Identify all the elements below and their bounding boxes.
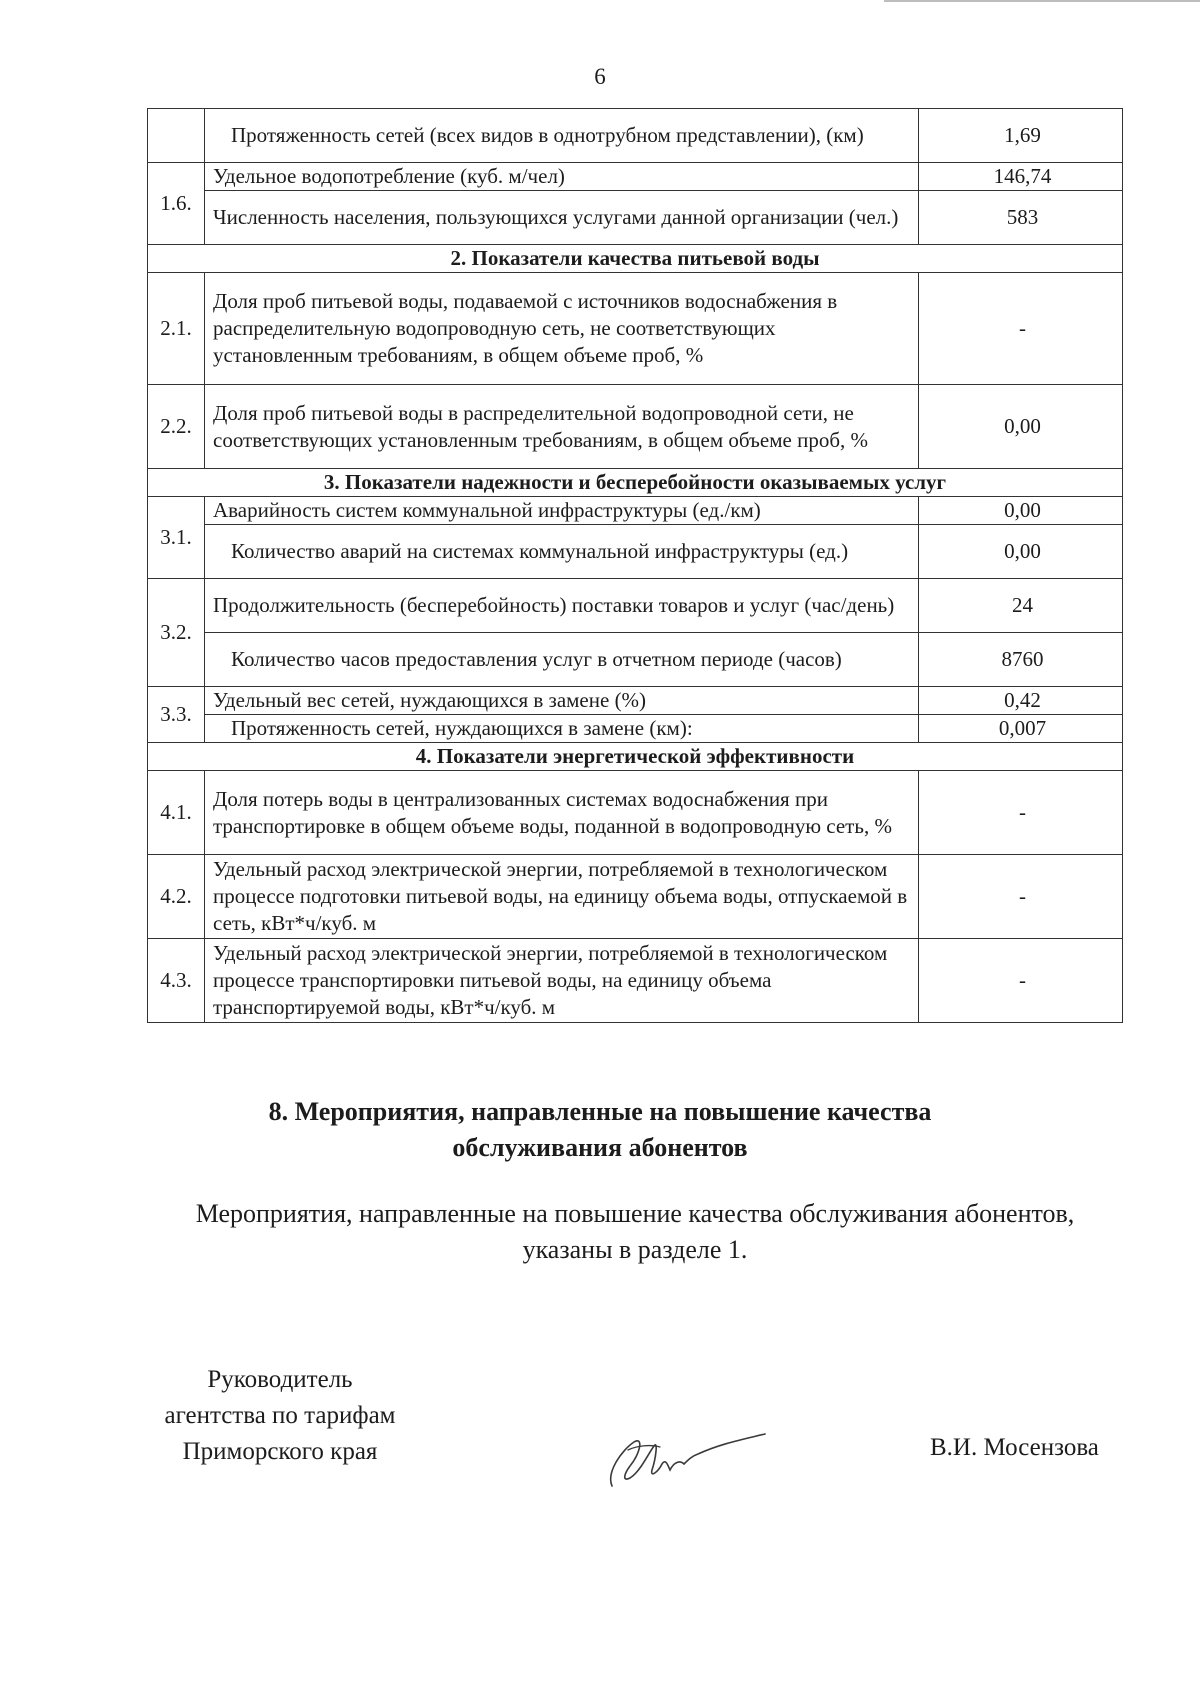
title-line: Руководитель (207, 1366, 353, 1393)
table-row (148, 687, 1123, 715)
indicators-table (147, 108, 1123, 1023)
section-8-heading (0, 1094, 1200, 1166)
row-value: 8760 (919, 633, 1123, 687)
section-header-row (148, 743, 1123, 771)
row-number: 3.2. (148, 579, 205, 687)
row-label: Доля проб питьевой воды, подаваемой с источников водоснабжения в распределительную водопроводную сеть, не соответствующих установленным требованиям, в общем объеме проб, % (205, 273, 919, 385)
row-label: Количество часов предоставления услуг в отчетном периоде (часов) (205, 633, 919, 687)
row-number: 2.2. (148, 385, 205, 469)
row-label: Продолжительность (бесперебойность) поставки товаров и услуг (час/день) (205, 579, 919, 633)
title-line: агентства по тарифам (164, 1402, 396, 1429)
heading-line: 8. Мероприятия, направленные на повышение качества (268, 1097, 932, 1126)
row-number (148, 109, 205, 163)
section-2-title: 2. Показатели качества питьевой воды (148, 245, 1123, 273)
table-row (148, 715, 1123, 743)
row-value: 24 (919, 579, 1123, 633)
row-label: Количество аварий на системах коммунальной инфраструктуры (ед.) (205, 525, 919, 579)
row-value: 583 (919, 191, 1123, 245)
row-value: - (919, 855, 1123, 939)
row-number: 4.3. (148, 939, 205, 1023)
table-row (148, 385, 1123, 469)
table-row (148, 163, 1123, 191)
row-label: Доля потерь воды в централизованных системах водоснабжения при транспортировке в общем объеме воды, поданной в водопроводную сеть, % (205, 771, 919, 855)
row-label: Протяженность сетей, нуждающихся в замене (км): (205, 715, 919, 743)
section-3-title: 3. Показатели надежности и бесперебойности оказываемых услуг (148, 469, 1123, 497)
row-number: 3.1. (148, 497, 205, 579)
row-value: - (919, 939, 1123, 1023)
row-label: Удельный расход электрической энергии, потребляемой в технологическом процессе подготовки питьевой воды, на единицу объема воды, отпускаемой в сеть, кВт*ч/куб. м (205, 855, 919, 939)
row-value: 0,007 (919, 715, 1123, 743)
row-value: 0,00 (919, 385, 1123, 469)
title-line: Приморского края (182, 1438, 378, 1465)
signatory-name: В.И. Мосензова (930, 1434, 1099, 1461)
page-number: 6 (594, 64, 606, 89)
top-edge-rule (884, 0, 1200, 2)
row-label: Удельный вес сетей, нуждающихся в замене (%) (205, 687, 919, 715)
row-label: Аварийность систем коммунальной инфраструктуры (ед./км) (205, 497, 919, 525)
table-row (148, 273, 1123, 385)
row-label: Протяженность сетей (всех видов в однотрубном представлении), (км) (205, 109, 919, 163)
table-row (148, 579, 1123, 633)
text-line: Мероприятия, направленные на повышение качества обслуживания абонентов, (195, 1199, 1075, 1228)
section-header-row (148, 245, 1123, 273)
section-header-row (148, 469, 1123, 497)
table-row (148, 191, 1123, 245)
row-value: 0,00 (919, 497, 1123, 525)
row-label: Удельное водопотребление (куб. м/чел) (205, 163, 919, 191)
row-number: 3.3. (148, 687, 205, 743)
row-number: 2.1. (148, 273, 205, 385)
handwritten-signature (600, 1420, 770, 1500)
row-number: 4.1. (148, 771, 205, 855)
table-row (148, 633, 1123, 687)
row-value: - (919, 771, 1123, 855)
table-row (148, 939, 1123, 1023)
table-row (148, 525, 1123, 579)
signatory-title (140, 1362, 420, 1470)
text-line: указаны в разделе 1. (522, 1235, 748, 1264)
row-label: Доля проб питьевой воды в распределительной водопроводной сети, не соответствующих установленным требованиям, в общем объеме проб, % (205, 385, 919, 469)
heading-line: обслуживания абонентов (452, 1133, 748, 1162)
row-value: 1,69 (919, 109, 1123, 163)
table-row (148, 855, 1123, 939)
row-number: 4.2. (148, 855, 205, 939)
section-4-title: 4. Показатели энергетической эффективности (148, 743, 1123, 771)
table-row (148, 109, 1123, 163)
row-label: Численность населения, пользующихся услугами данной организации (чел.) (205, 191, 919, 245)
row-value: - (919, 273, 1123, 385)
section-8-text (140, 1196, 1130, 1268)
row-label: Удельный расход электрической энергии, потребляемой в технологическом процессе транспортировки питьевой воды, на единицу объема транспортируемой воды, кВт*ч/куб. м (205, 939, 919, 1023)
table-row (148, 497, 1123, 525)
row-value: 0,42 (919, 687, 1123, 715)
table-row (148, 771, 1123, 855)
row-value: 0,00 (919, 525, 1123, 579)
row-value: 146,74 (919, 163, 1123, 191)
row-number: 1.6. (148, 163, 205, 245)
